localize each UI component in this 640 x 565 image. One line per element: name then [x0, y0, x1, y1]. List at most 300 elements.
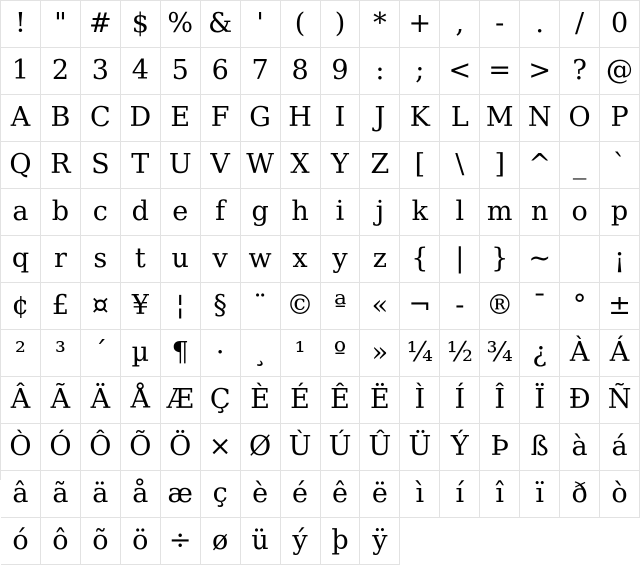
glyph: á	[611, 431, 628, 462]
glyph: Ô	[89, 431, 112, 462]
glyph: Û	[368, 431, 392, 462]
glyph-cell	[281, 236, 321, 283]
glyph-cell	[440, 1, 480, 48]
glyph-cell	[560, 471, 600, 518]
glyph: ¹	[294, 337, 306, 368]
glyph: [	[414, 149, 426, 180]
glyph-cell	[520, 471, 560, 518]
glyph: ¡	[614, 243, 625, 274]
glyph: ¢	[11, 290, 30, 321]
glyph-cell	[1, 142, 41, 189]
glyph: ±	[608, 290, 631, 321]
glyph-cell	[81, 518, 121, 565]
glyph-cell	[400, 424, 440, 471]
glyph: Ö	[169, 431, 192, 462]
glyph: ¤	[91, 290, 109, 321]
glyph: Á	[609, 337, 630, 368]
glyph: Ñ	[607, 384, 632, 415]
glyph: G	[249, 102, 271, 133]
glyph: 7	[251, 55, 269, 86]
glyph-cell	[360, 1, 400, 48]
glyph-cell	[1, 518, 41, 565]
glyph-cell	[360, 471, 400, 518]
glyph-cell	[360, 95, 400, 142]
glyph-cell	[480, 142, 520, 189]
glyph-cell	[560, 424, 600, 471]
glyph-cell	[121, 236, 161, 283]
glyph: ·	[215, 337, 225, 368]
glyph: V	[210, 149, 230, 180]
glyph-cell	[241, 330, 281, 377]
glyph-cell	[281, 189, 321, 236]
glyph: >	[528, 55, 551, 86]
glyph-cell	[241, 377, 281, 424]
glyph: 0	[610, 8, 629, 39]
glyph-cell	[520, 142, 560, 189]
glyph: J	[374, 102, 386, 133]
glyph-cell	[281, 377, 321, 424]
glyph-cell	[560, 189, 600, 236]
glyph-cell	[600, 48, 640, 95]
glyph-cell	[600, 330, 640, 377]
glyph-cell	[241, 1, 281, 48]
glyph: ï	[535, 478, 544, 509]
glyph-cell	[520, 189, 560, 236]
glyph-cell	[400, 189, 440, 236]
glyph-cell	[121, 518, 161, 565]
glyph: T	[131, 149, 150, 180]
glyph: #	[89, 8, 112, 39]
glyph-cell	[121, 330, 161, 377]
glyph-cell	[121, 471, 161, 518]
glyph-cell	[161, 424, 201, 471]
glyph-cell	[41, 95, 81, 142]
glyph-cell	[161, 142, 201, 189]
glyph: =	[488, 55, 512, 86]
glyph: 8	[291, 55, 309, 86]
glyph: Ú	[328, 431, 352, 462]
glyph: _	[572, 149, 587, 180]
glyph: &	[208, 8, 233, 39]
glyph-cell	[520, 236, 560, 283]
glyph: L	[450, 102, 469, 133]
glyph: F	[210, 102, 230, 133]
glyph: Õ	[129, 431, 152, 462]
glyph-cell	[520, 283, 560, 330]
glyph-cell	[1, 48, 41, 95]
glyph-cell	[520, 95, 560, 142]
glyph: q	[11, 243, 30, 274]
glyph-cell	[520, 377, 560, 424]
glyph-cell	[241, 189, 281, 236]
glyph-cell	[201, 189, 241, 236]
glyph-cell	[321, 330, 361, 377]
glyph-cell	[41, 424, 81, 471]
glyph: <	[448, 55, 472, 86]
glyph: ?	[572, 55, 587, 86]
glyph: ó	[12, 525, 29, 556]
glyph: ¨	[253, 290, 267, 321]
glyph: Ò	[9, 431, 32, 462]
glyph: Ó	[49, 431, 72, 462]
glyph: /	[575, 8, 585, 39]
glyph: ü	[251, 525, 269, 556]
glyph-cell	[121, 377, 161, 424]
glyph-cell	[201, 95, 241, 142]
glyph-cell	[201, 424, 241, 471]
glyph: b	[51, 196, 70, 227]
glyph: 3	[91, 55, 109, 86]
glyph-cell	[400, 48, 440, 95]
glyph: O	[568, 102, 591, 133]
glyph-cell	[241, 424, 281, 471]
glyph-cell	[440, 471, 480, 518]
glyph: ë	[371, 478, 388, 509]
glyph-cell	[600, 283, 640, 330]
glyph: @	[606, 55, 634, 86]
glyph: ì	[415, 478, 425, 509]
glyph-cell	[81, 236, 121, 283]
glyph: l	[455, 196, 465, 227]
glyph: '	[256, 8, 264, 39]
glyph-cell	[201, 1, 241, 48]
glyph-cell	[520, 48, 560, 95]
glyph: U	[168, 149, 192, 180]
glyph: Ï	[534, 384, 545, 415]
glyph: ,	[455, 8, 465, 39]
glyph-cell	[81, 330, 121, 377]
glyph-cell	[600, 142, 640, 189]
glyph: s	[93, 243, 108, 274]
glyph-cell	[201, 377, 241, 424]
glyph-cell	[121, 283, 161, 330]
glyph: ä	[92, 478, 109, 509]
glyph: Î	[494, 384, 506, 415]
glyph-cell	[560, 95, 600, 142]
glyph-cell	[480, 377, 520, 424]
glyph: C	[90, 102, 111, 133]
glyph: º	[333, 337, 347, 368]
glyph: ¯	[532, 290, 547, 321]
glyph: Y	[331, 149, 349, 180]
glyph: þ	[331, 525, 349, 556]
glyph: (	[294, 8, 306, 39]
glyph-cell	[41, 48, 81, 95]
glyph: y	[332, 243, 348, 274]
glyph-cell	[400, 236, 440, 283]
glyph: "	[54, 8, 67, 39]
glyph-cell	[400, 471, 440, 518]
glyph: »	[371, 337, 389, 368]
glyph-cell	[281, 142, 321, 189]
glyph-cell	[281, 1, 321, 48]
glyph: ~	[528, 243, 551, 274]
glyph-cell	[440, 95, 480, 142]
glyph-cell	[121, 48, 161, 95]
glyph: B	[50, 102, 71, 133]
glyph-cell	[360, 189, 400, 236]
glyph-cell	[201, 518, 241, 565]
glyph-cell	[480, 48, 520, 95]
glyph: -	[495, 8, 505, 39]
glyph-cell	[241, 95, 281, 142]
glyph: K	[409, 102, 430, 133]
glyph: {	[411, 243, 429, 274]
glyph: Ø	[249, 431, 272, 462]
glyph: æ	[167, 478, 193, 509]
glyph-cell	[81, 189, 121, 236]
glyph-cell	[321, 471, 361, 518]
glyph-cell	[360, 424, 400, 471]
glyph-cell	[81, 424, 121, 471]
glyph: ¥	[131, 290, 149, 321]
glyph-cell	[560, 377, 600, 424]
glyph-cell	[600, 236, 640, 283]
glyph-cell	[400, 377, 440, 424]
glyph: õ	[92, 525, 109, 556]
glyph: ¾	[486, 337, 513, 368]
glyph-cell	[321, 377, 361, 424]
glyph: N	[527, 102, 552, 133]
glyph: ®	[486, 290, 514, 321]
glyph: ¬	[408, 290, 432, 321]
glyph-cell	[241, 48, 281, 95]
glyph-cell	[241, 471, 281, 518]
glyph-cell	[560, 48, 600, 95]
glyph: ÿ	[372, 525, 388, 556]
glyph: R	[50, 149, 71, 180]
glyph-cell	[81, 283, 121, 330]
glyph-cell	[480, 424, 520, 471]
glyph: a	[12, 196, 29, 227]
glyph: t	[134, 243, 146, 274]
glyph-cell	[600, 1, 640, 48]
glyph-cell	[81, 471, 121, 518]
glyph-cell	[1, 283, 41, 330]
glyph: Ç	[209, 384, 231, 415]
glyph-cell	[480, 283, 520, 330]
glyph-cell	[201, 330, 241, 377]
glyph-cell	[281, 48, 321, 95]
glyph-cell	[560, 236, 600, 283]
glyph-cell	[1, 236, 41, 283]
glyph-cell	[400, 142, 440, 189]
glyph-cell	[281, 330, 321, 377]
glyph-cell	[440, 142, 480, 189]
glyph-cell	[480, 1, 520, 48]
glyph-cell	[440, 48, 480, 95]
glyph-cell	[360, 142, 400, 189]
glyph: -	[455, 290, 465, 321]
glyph-cell	[161, 48, 201, 95]
glyph-cell	[161, 471, 201, 518]
glyph-cell	[400, 1, 440, 48]
glyph-cell	[480, 189, 520, 236]
glyph: +	[408, 8, 432, 39]
glyph-cell	[440, 283, 480, 330]
glyph: 5	[171, 55, 189, 86]
glyph-cell	[161, 330, 201, 377]
glyph-cell	[440, 377, 480, 424]
glyph: ¿	[532, 337, 547, 368]
glyph: Â	[10, 384, 31, 415]
glyph-cell	[161, 236, 201, 283]
glyph-cell	[600, 95, 640, 142]
glyph: p	[610, 196, 629, 227]
glyph-cell	[241, 142, 281, 189]
glyph-cell	[360, 518, 400, 565]
glyph: ^	[528, 149, 551, 180]
glyph: z	[372, 243, 388, 274]
glyph: S	[91, 149, 110, 180]
glyph-cell	[81, 48, 121, 95]
glyph: I	[334, 102, 346, 133]
glyph-cell	[520, 424, 560, 471]
glyph: Ä	[90, 384, 111, 415]
glyph-cell	[121, 189, 161, 236]
glyph: ô	[52, 525, 69, 556]
glyph: 9	[331, 55, 349, 86]
glyph-cell	[161, 283, 201, 330]
glyph-cell	[360, 377, 400, 424]
glyph: .	[535, 8, 544, 39]
glyph-cell	[560, 283, 600, 330]
glyph-cell	[201, 283, 241, 330]
glyph: v	[212, 243, 228, 274]
glyph-cell	[81, 142, 121, 189]
glyph: 4	[131, 55, 149, 86]
glyph: Ë	[370, 384, 390, 415]
glyph: ³	[54, 337, 66, 368]
glyph: e	[172, 196, 189, 227]
glyph-cell	[560, 142, 600, 189]
glyph-cell	[41, 377, 81, 424]
glyph: ø	[212, 525, 229, 556]
glyph-cell	[480, 95, 520, 142]
glyph-cell	[360, 236, 400, 283]
glyph-cell	[281, 424, 321, 471]
glyph-cell	[121, 424, 161, 471]
glyph-cell	[600, 424, 640, 471]
glyph-cell	[41, 142, 81, 189]
glyph-cell	[321, 189, 361, 236]
glyph: Í	[454, 384, 466, 415]
glyph: É	[290, 384, 310, 415]
glyph-cell	[81, 1, 121, 48]
glyph: X	[290, 149, 310, 180]
glyph: k	[411, 196, 429, 227]
glyph: Ì	[414, 384, 426, 415]
glyph-cell	[1, 471, 41, 518]
glyph: o	[571, 196, 588, 227]
glyph: |	[455, 243, 465, 274]
glyph: Ð	[568, 384, 591, 415]
glyph-cell	[1, 330, 41, 377]
glyph-cell	[440, 189, 480, 236]
glyph: $	[131, 8, 149, 39]
glyph: r	[53, 243, 67, 274]
glyph: c	[92, 196, 108, 227]
glyph-cell	[41, 330, 81, 377]
glyph-cell	[121, 95, 161, 142]
glyph: M	[485, 102, 514, 133]
glyph-cell	[201, 48, 241, 95]
glyph-cell	[520, 330, 560, 377]
glyph: è	[252, 478, 269, 509]
glyph: H	[288, 102, 312, 133]
glyph-cell	[241, 518, 281, 565]
glyph: ß	[530, 431, 549, 462]
glyph: Ê	[330, 384, 350, 415]
glyph: Q	[9, 149, 32, 180]
glyph-cell	[41, 518, 81, 565]
glyph: j	[375, 196, 385, 227]
glyph: n	[530, 196, 549, 227]
glyph-cell	[480, 236, 520, 283]
glyph: d	[131, 196, 149, 227]
glyph-cell	[480, 471, 520, 518]
glyph-cell	[600, 189, 640, 236]
glyph-cell	[281, 471, 321, 518]
glyph-cell	[360, 283, 400, 330]
glyph: }	[491, 243, 509, 274]
glyph-cell	[440, 424, 480, 471]
glyph-cell	[600, 471, 640, 518]
glyph: À	[569, 337, 590, 368]
glyph: Z	[370, 149, 390, 180]
glyph-cell	[321, 95, 361, 142]
glyph-cell	[281, 518, 321, 565]
glyph: ©	[286, 290, 314, 321]
glyph-cell	[41, 1, 81, 48]
glyph-cell	[440, 330, 480, 377]
glyph-cell	[161, 377, 201, 424]
glyph: î	[495, 478, 505, 509]
glyph-cell	[121, 142, 161, 189]
glyph: h	[291, 196, 309, 227]
glyph-cell	[321, 236, 361, 283]
glyph-cell	[161, 95, 201, 142]
glyph: í	[455, 478, 465, 509]
glyph: 6	[211, 55, 229, 86]
glyph: \	[455, 149, 465, 180]
glyph-cell	[321, 1, 361, 48]
glyph: P	[610, 102, 629, 133]
glyph: å	[132, 478, 149, 509]
glyph: Å	[130, 384, 151, 415]
glyph: µ	[131, 337, 150, 368]
glyph: f	[215, 196, 226, 227]
glyph: ²	[15, 337, 26, 368]
glyph-cell	[400, 330, 440, 377]
glyph-cell	[161, 189, 201, 236]
glyph: ê	[331, 478, 348, 509]
glyph-cell	[121, 1, 161, 48]
glyph: u	[171, 243, 189, 274]
glyph-cell	[400, 283, 440, 330]
glyph: ¸	[253, 337, 267, 368]
glyph-cell	[241, 236, 281, 283]
glyph: ç	[212, 478, 228, 509]
glyph: ]	[494, 149, 505, 180]
glyph: m	[486, 196, 513, 227]
glyph-cell	[241, 283, 281, 330]
glyph-cell	[41, 283, 81, 330]
glyph: ;	[415, 55, 425, 86]
glyph: Ã	[50, 384, 71, 415]
glyph: ã	[52, 478, 69, 509]
glyph: )	[334, 8, 346, 39]
